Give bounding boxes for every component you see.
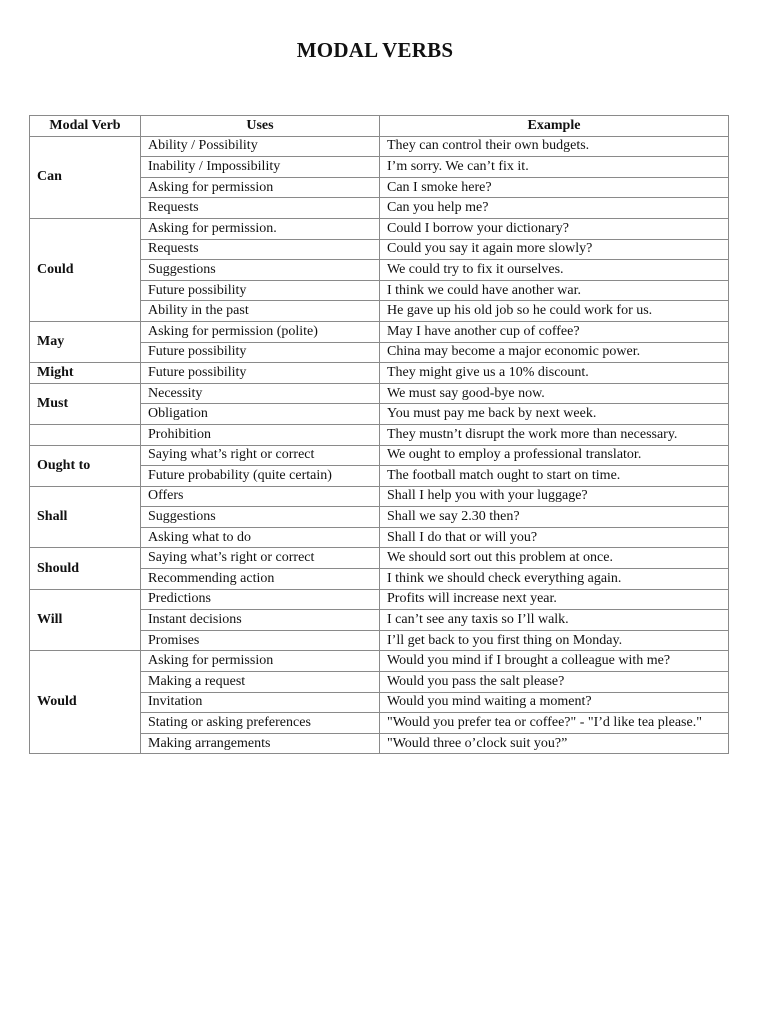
modal-verbs-table — [29, 115, 729, 754]
use-cell: Suggestions — [141, 260, 380, 281]
example-cell: We could try to fix it ourselves. — [380, 260, 729, 281]
example-cell: We must say good-bye now. — [380, 383, 729, 404]
use-cell: Offers — [141, 486, 380, 507]
example-cell: Would you mind if I brought a colleague with me? — [380, 651, 729, 672]
use-cell: Asking for permission — [141, 651, 380, 672]
use-cell: Making a request — [141, 672, 380, 693]
example-cell: I’ll get back to you first thing on Monday. — [380, 630, 729, 651]
use-cell: Inability / Impossibility — [141, 157, 380, 178]
table-row — [30, 589, 729, 610]
modal-verb-cell: Will — [30, 589, 141, 651]
example-cell: You must pay me back by next week. — [380, 404, 729, 425]
modal-verb-cell: Can — [30, 136, 141, 218]
use-cell: Necessity — [141, 383, 380, 404]
use-cell: Future probability (quite certain) — [141, 466, 380, 487]
example-cell: Can I smoke here? — [380, 177, 729, 198]
table-row — [30, 651, 729, 672]
use-cell: Obligation — [141, 404, 380, 425]
example-cell: "Would three o’clock suit you?” — [380, 733, 729, 754]
table-row — [30, 321, 729, 342]
example-cell: Would you pass the salt please? — [380, 672, 729, 693]
modal-verb-cell: Should — [30, 548, 141, 589]
modal-verb-cell: Shall — [30, 486, 141, 548]
use-cell: Instant decisions — [141, 610, 380, 631]
modal-verb-cell: Might — [30, 363, 141, 384]
example-cell: We ought to employ a professional translator. — [380, 445, 729, 466]
use-cell: Saying what’s right or correct — [141, 548, 380, 569]
use-cell: Requests — [141, 198, 380, 219]
use-cell: Promises — [141, 630, 380, 651]
use-cell: Asking for permission. — [141, 218, 380, 239]
use-cell: Prohibition — [141, 424, 380, 445]
use-cell: Invitation — [141, 692, 380, 713]
header-uses: Uses — [141, 116, 380, 137]
example-cell: Could you say it again more slowly? — [380, 239, 729, 260]
example-cell: I think we should check everything again. — [380, 569, 729, 590]
page-title: MODAL VERBS — [296, 38, 454, 62]
use-cell: Suggestions — [141, 507, 380, 528]
table-header — [30, 116, 729, 137]
example-cell: Shall we say 2.30 then? — [380, 507, 729, 528]
example-cell: China may become a major economic power. — [380, 342, 729, 363]
modal-verb-cell: Could — [30, 218, 141, 321]
example-cell: I’m sorry. We can’t fix it. — [380, 157, 729, 178]
header-example: Example — [380, 116, 729, 137]
table-row — [30, 548, 729, 569]
example-cell: Shall I help you with your luggage? — [380, 486, 729, 507]
example-cell: I think we could have another war. — [380, 280, 729, 301]
example-cell: They can control their own budgets. — [380, 136, 729, 157]
table-row — [30, 445, 729, 466]
use-cell: Asking for permission — [141, 177, 380, 198]
header-modal-verb: Modal Verb — [30, 116, 141, 137]
use-cell: Saying what’s right or correct — [141, 445, 380, 466]
table-row — [30, 218, 729, 239]
use-cell: Asking what to do — [141, 527, 380, 548]
example-cell: "Would you prefer tea or coffee?" - "I’d like tea please." — [380, 713, 729, 734]
example-cell: May I have another cup of coffee? — [380, 321, 729, 342]
table-body — [30, 136, 729, 754]
example-cell: They mustn’t disrupt the work more than necessary. — [380, 424, 729, 445]
table-row — [30, 486, 729, 507]
example-cell: Could I borrow your dictionary? — [380, 218, 729, 239]
modal-verb-cell: Must — [30, 383, 141, 424]
table-row — [30, 363, 729, 384]
use-cell: Future possibility — [141, 342, 380, 363]
example-cell: Can you help me? — [380, 198, 729, 219]
example-cell: Shall I do that or will you? — [380, 527, 729, 548]
example-cell: Profits will increase next year. — [380, 589, 729, 610]
example-cell: He gave up his old job so he could work for us. — [380, 301, 729, 322]
table-row — [30, 424, 729, 445]
use-cell: Future possibility — [141, 363, 380, 384]
use-cell: Recommending action — [141, 569, 380, 590]
example-cell: I can’t see any taxis so I’ll walk. — [380, 610, 729, 631]
table-row — [30, 383, 729, 404]
example-cell: The football match ought to start on time. — [380, 466, 729, 487]
use-cell: Asking for permission (polite) — [141, 321, 380, 342]
use-cell: Future possibility — [141, 280, 380, 301]
use-cell: Making arrangements — [141, 733, 380, 754]
modal-verb-cell — [30, 424, 141, 445]
use-cell: Ability in the past — [141, 301, 380, 322]
table-row — [30, 136, 729, 157]
example-cell: They might give us a 10% discount. — [380, 363, 729, 384]
modal-verb-cell: Ought to — [30, 445, 141, 486]
modal-verb-cell: Would — [30, 651, 141, 754]
example-cell: We should sort out this problem at once. — [380, 548, 729, 569]
use-cell: Ability / Possibility — [141, 136, 380, 157]
example-cell: Would you mind waiting a moment? — [380, 692, 729, 713]
use-cell: Predictions — [141, 589, 380, 610]
use-cell: Requests — [141, 239, 380, 260]
modal-verb-cell: May — [30, 321, 141, 362]
header-row — [30, 116, 729, 137]
use-cell: Stating or asking preferences — [141, 713, 380, 734]
